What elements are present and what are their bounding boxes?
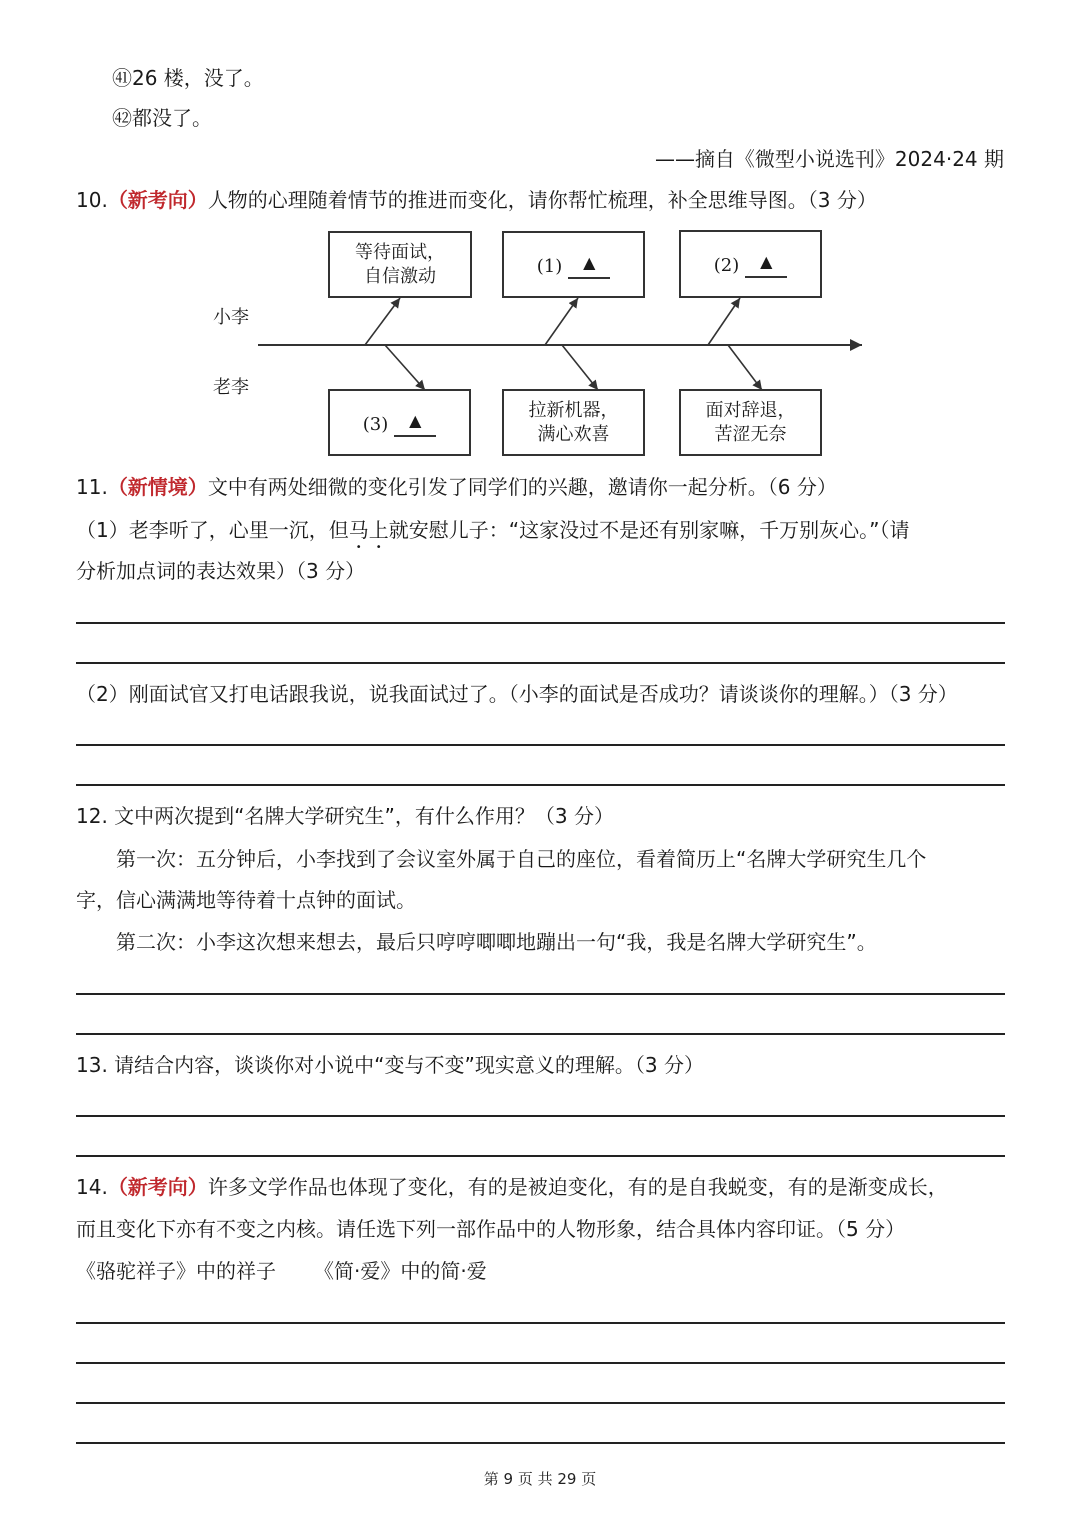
q12-first-line2: 字，信心满满地等待着十点钟的面试。 [76,888,416,912]
q11-sub1-line2: 分析加点词的表达效果）（3 分） [76,559,366,583]
answer-line[interactable] [76,1322,1005,1324]
box-text: 等待面试， [355,241,445,263]
mind-map-diagram [200,225,880,465]
question-tag: （新考向） [107,188,208,212]
answer-line[interactable] [76,662,1005,664]
box-text: 自信激动 [364,265,436,287]
box-text: 面对辞退， [705,399,796,421]
option-xiangzi: 《骆驼祥子》中的祥子 [76,1259,276,1283]
answer-line[interactable] [76,1442,1005,1444]
box-text: 拉新机器， [528,399,619,421]
answer-line[interactable] [76,622,1005,624]
answer-line[interactable] [76,1033,1005,1035]
triangle-icon: ▲ [760,252,773,271]
blank-label: (1) [536,255,563,277]
question-10 [76,186,877,214]
label-laoli: 老李 [213,377,249,398]
question-text: 人物的心理随着情节的推进而变化，请你帮忙梳理，补全思维导图。（3 分） [207,188,877,212]
q14-options [76,1257,487,1285]
laoli-box-2 [502,389,645,456]
q11-sub1-line1 [76,516,909,553]
question-tag: （新情境） [107,475,208,499]
xiaoli-box-1 [328,231,472,298]
answer-blank[interactable] [394,433,436,437]
question-tag: （新考向） [107,1175,208,1199]
question-text: 文中两次提到“名牌大学研究生”，有什么作用？（3 分） [114,804,614,828]
q12-first-line1: 第一次：五分钟后，小李找到了会议室外属于自己的座位，看着简历上“名牌大学研究生几个 [116,847,927,871]
answer-line[interactable] [76,1155,1005,1157]
question-number: 10. [76,188,108,212]
question-number: 13. [76,1053,108,1077]
q14-line2: 而且变化下亦有不变之内核。请任选下列一部作品中的人物形象，结合具体内容印证。（5 分） [76,1217,906,1241]
answer-blank[interactable] [745,274,787,278]
answer-line[interactable] [76,1115,1005,1117]
q12-second: 第二次：小李这次想来想去，最后只哼哼唧唧地蹦出一句“我，我是名牌大学研究生”。 [116,930,877,954]
sub1-text: 就安慰儿子：“这家没过不是还有别家嘛，千万别灰心。”（请 [388,518,910,542]
blank-label: (2) [713,255,740,276]
question-11 [76,473,837,501]
question-text: 文中有两处细微的变化引发了同学们的兴趣，邀请你一起分析。（6 分） [207,475,837,499]
question-13 [76,1051,704,1079]
answer-line[interactable] [76,784,1005,786]
triangle-icon: ▲ [409,410,422,430]
sub1-text: （1）老李听了，心里一沉，但 [76,518,349,542]
laoli-box-3 [679,389,822,456]
question-number: 14. [76,1175,108,1199]
triangle-icon: ▲ [583,252,596,272]
answer-line[interactable] [76,1402,1005,1404]
source-citation: ——摘自《微型小说选刊》2024·24 期 [654,147,1004,171]
question-text: 请结合内容，谈谈你对小说中“变与不变”现实意义的理解。（3 分） [114,1053,704,1077]
label-xiaoli: 小李 [213,307,249,328]
xiaoli-box-3-blank[interactable] [679,230,822,298]
page-number: 第 9 页 共 29 页 [483,1470,597,1488]
answer-line[interactable] [76,1362,1005,1364]
question-14 [76,1173,948,1201]
answer-line[interactable] [76,744,1005,746]
question-number: 11. [76,475,108,499]
paragraph-42: ㊷都没了。 [112,106,212,130]
laoli-box-1-blank[interactable] [328,389,471,456]
box-text: 苦涩无奈 [714,423,787,445]
question-12 [76,802,614,830]
question-number: 12. [76,804,108,828]
question-text: 许多文学作品也体现了变化，有的是被迫变化，有的是自我蜕变，有的是渐变成长， [207,1175,948,1199]
xiaoli-box-2-blank[interactable] [502,231,645,298]
blank-label: (3) [362,413,389,435]
answer-line[interactable] [76,993,1005,995]
answer-blank[interactable] [568,275,610,279]
option-jane-eyre: 《简·爱》中的简·爱 [314,1259,487,1283]
paragraph-41: ㊶26 楼，没了。 [112,66,264,90]
box-text: 满心欢喜 [537,423,610,445]
q11-sub2: （2）刚面试官又打电话跟我说，说我面试过了。（小李的面试是否成功？请谈谈你的理解。）（3 分） [76,682,958,706]
emphasized-word: 马上 [348,518,389,542]
